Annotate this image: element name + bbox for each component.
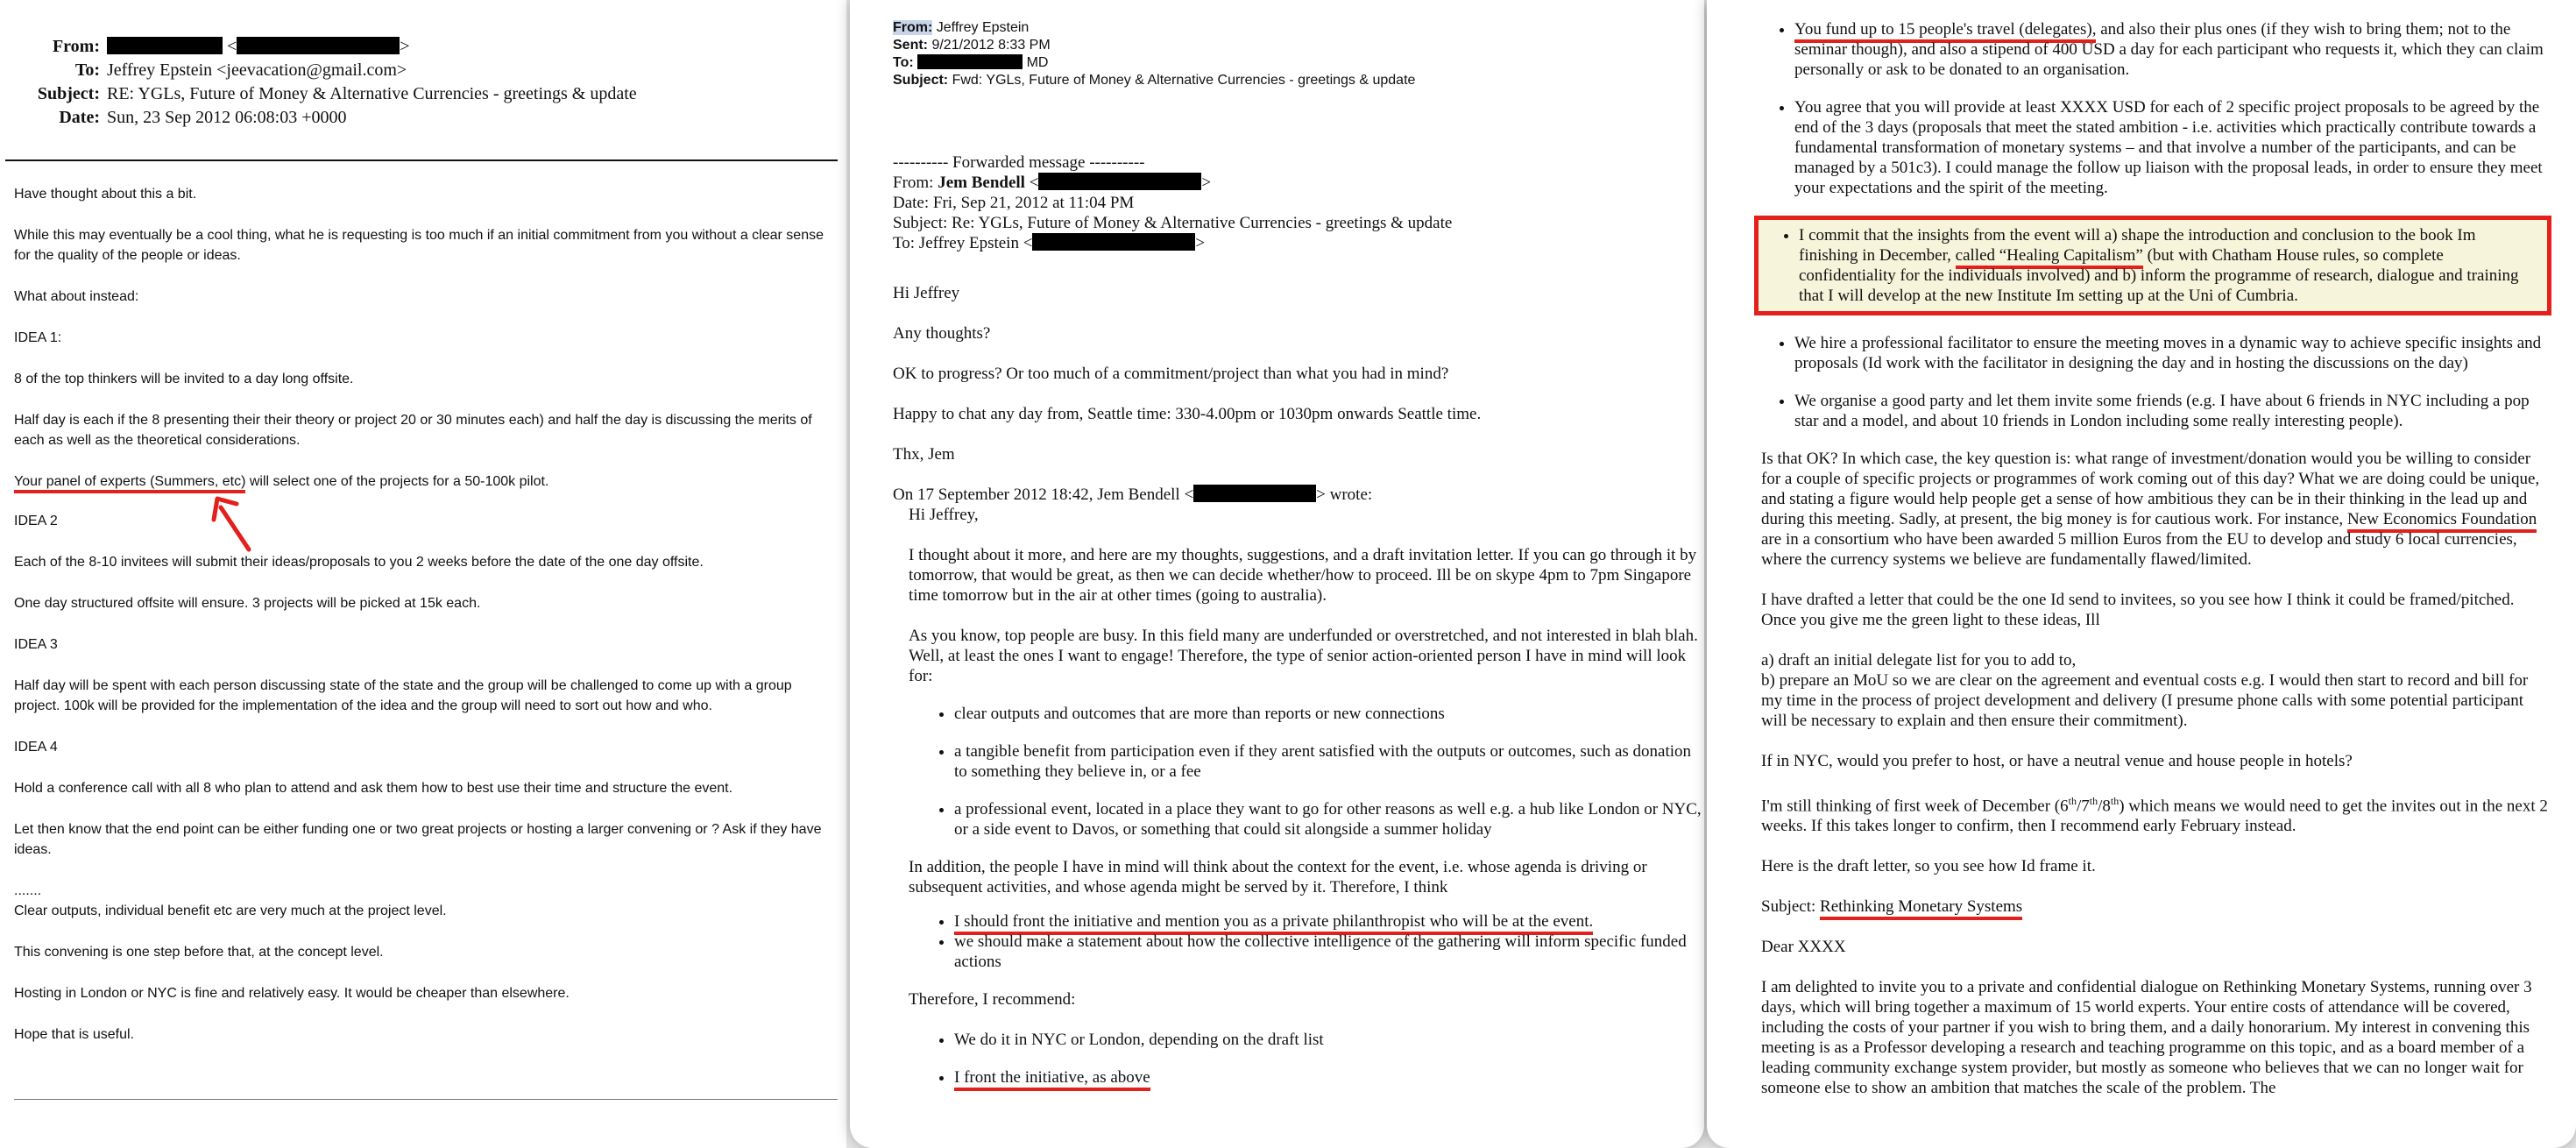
signature: Thx, Jem xyxy=(893,445,955,464)
paragraph: Is that OK? In which case, the key question is: what range of investment/donation would you be willing to consider for a couple of specific projects or programmes of work coming out of this day? What we are doing could be unique, and stating a figure would help people get a sense of how ambitious they can be in their thinking in the lead up and during this meeting. Sadly, at present, the big money is for cautious work. For instance, New Economics Foundation are in a consortium who have been awarded 5 million Euros from the EU to develop and study 6 local currencies, where the currency systems we believe are fundamentally flawed/limited. xyxy=(1761,450,2540,569)
bullet-list xyxy=(909,911,1704,972)
list-item: • clear outputs and outcomes that are more than reports or new connections xyxy=(954,704,1704,724)
quoted-message: Hi Jeffrey, I thought about it more, and here are my thoughts, suggestions, and a draft invitation letter. If you can go through it by tomorrow, that would be great, as then we can decide whether/how to proceed. Ill be on skype 4pm to 7pm Singapore time tomorrow but in the air at other times (going to australia). As you know, top people are busy. In this field many are underfunded or overstretched, and not interested in blah blah. Well, at least the ones I want to engage! Therefore, the type of senior action-oriented person I have in mind will look for: • clear outputs and outcomes that are more than reports or new connections • a tangible benefit from participation even if they arent satisfied with the outputs or outcomes, such as donation to something they believe in, or a fee • a professional event, located in a place they want to go for other reasons as well e.g. a hub like London or NYC, or a side event to Davos, or something that could sit alongside a summer holiday In addition, the people I have in mind will think about the context for the event, i.e. whose agenda is driving or subsequent activities, and whose agenda might be served by it. Therefore, I think • I should front the initiative and mention you as a private philanthropist who will be at the event. • we should make a statement about how the collective intelligence of the gathering will inform specific funded actions Therefore, I recommend: • We do it in NYC or London, depending on the draft list • I front the initiative, as above xyxy=(909,505,1704,1088)
paragraph: Half day is each if the 8 presenting their their theory or project 20 or 30 minutes each) and half the day is discussing the merits of each as well as the theoretical considerations. xyxy=(14,413,812,448)
email-panel-reply xyxy=(0,0,846,1148)
email-body xyxy=(893,152,1704,1088)
redaction-block xyxy=(237,37,400,54)
red-arrow-icon xyxy=(210,495,263,556)
date-row: Date: Sun, 23 Sep 2012 06:08:03 +0000 xyxy=(59,108,347,127)
subject-row: Subject: Fwd: YGLs, Future of Money & Alternative Currencies - greetings & update xyxy=(893,73,1416,88)
list-item: • You agree that you will provide at least XXXX USD for each of 2 specific project proposals to be agreed by the end of the 3 days (proposals that meet the stated ambition - i.e. activities which practically contribute towards a fundamental transformation of monetary systems – and that involve a number of the participants, and can be managed by a 501c3). I could manage the follow up liaison with the proposal leads, in order to ensure they meet your expectations and the spirit of the meeting. xyxy=(1794,97,2551,198)
email-body xyxy=(1761,19,2551,1098)
paragraph: I have drafted a letter that could be the one Id send to invitees, so you see how I think it could be framed/pitched. Once you give me the green light to these ideas, Ill xyxy=(1761,591,2515,629)
forwarded-header: ---------- Forwarded message ---------- From: Jem Bendell < > Date: Fri, Sep 21, 2012 at 11:04 PM Subject: Re: YGLs, Future of Money & Alternative Currencies - greetings & update To: Jeffrey Epstein < > xyxy=(893,153,1453,252)
bullet-list xyxy=(1761,333,2551,431)
list-item xyxy=(954,911,1704,932)
underline-annotation: Rethinking Monetary Systems xyxy=(1820,897,2022,920)
paragraph: Hi Jeffrey xyxy=(893,284,960,302)
list-item: • we should make a statement about how the collective intelligence of the gathering will inform specific funded actions xyxy=(954,932,1704,972)
underline-annotation: I front the initiative, as above xyxy=(954,1068,1150,1091)
underline-annotation: called “Healing Capitalism” xyxy=(1956,246,2143,269)
list-item: • We organise a good party and let them invite some friends (e.g. I have about 6 friends in NYC including a pop star and a model, and about 10 friends in London including some really interesting people). xyxy=(1794,391,2551,431)
header-divider xyxy=(5,159,838,161)
paragraph: 8 of the top thinkers will be invited to a day long offsite. xyxy=(14,372,354,386)
redaction-block xyxy=(917,54,1023,69)
redaction-block xyxy=(1038,173,1201,190)
underline-annotation: You fund up to 15 people's travel (delegates), xyxy=(1794,20,2096,43)
email-body xyxy=(14,184,838,1045)
paragraph: Have thought about this a bit. xyxy=(14,187,197,202)
from-row: From: < > xyxy=(52,37,410,56)
list-item: • a tangible benefit from participation even if they arent satisfied with the outputs or outcomes, such as donation to something they believe in, or a fee xyxy=(954,741,1704,782)
paragraph: IDEA 4 xyxy=(14,740,58,755)
highlight-box xyxy=(1754,216,2551,315)
panel-paragraph: Your panel of experts (Summers, etc) will select one of the projects for a 50-100k pilot. xyxy=(14,471,838,492)
redaction-block xyxy=(1193,485,1316,502)
dots: ....... xyxy=(14,883,42,898)
paragraph: IDEA 2 xyxy=(14,514,58,528)
paragraph: What about instead: xyxy=(14,289,139,304)
underline-annotation: I should front the initiative and mention you as a private philanthropist who will be at the event. xyxy=(954,912,1593,935)
list-line: a) draft an initial delegate list for you to add to, xyxy=(1761,651,2077,670)
list-item: • I commit that the insights from the event will a) shape the introduction and conclusion to the book Im finishing in December, called “Healing Capitalism” (but with Chatham House rules, so complete confidentiality for the individuals involved) and b) inform the programme of research, dialogue and training that I will develop at the new Institute Im setting up at the Uni of Cumbria. xyxy=(1799,225,2538,306)
sent-row: Sent: 9/21/2012 8:33 PM xyxy=(893,38,1051,53)
bullet-list xyxy=(909,704,1704,840)
underline-annotation: New Economics Foundation xyxy=(2347,510,2537,533)
paragraph: This convening is one step before that, at the concept level. xyxy=(14,945,384,960)
bullet-list xyxy=(909,1030,1704,1088)
paragraph: Hold a conference call with all 8 who plan to attend and ask them how to best use their time and structure the event. xyxy=(14,781,733,796)
list-item xyxy=(954,1067,1704,1088)
email-panel-forward xyxy=(850,0,1704,1148)
paragraph: Half day will be spent with each person discussing state of the state and the group will be challenged to come up with a group project. 100k will be provided for the implementation of the idea and the group will need to sort out how and who. xyxy=(14,678,792,713)
paragraph: Let then know that the end point can be either funding one or two great projects or hosting a larger convening or ? Ask if they have ideas. xyxy=(14,822,822,857)
to-row: To: Jeffrey Epstein <jeevacation@gmail.com> xyxy=(74,60,407,80)
paragraph: IDEA 1: xyxy=(14,330,62,345)
paragraph: One day structured offsite will ensure. 3 projects will be picked at 15k each. xyxy=(14,596,481,611)
paragraph: Hope that is useful. xyxy=(14,1027,134,1042)
footer-divider xyxy=(14,1099,838,1100)
paragraph: Hosting in London or NYC is fine and relatively easy. It would be cheaper than elsewhere. xyxy=(14,986,570,1001)
underline-annotation: Your panel of experts (Summers, etc) xyxy=(14,474,245,493)
email-header xyxy=(14,35,838,130)
redaction-block xyxy=(107,37,223,54)
paragraph: Any thoughts? xyxy=(893,324,991,343)
subject-row: Subject: RE: YGLs, Future of Money & Alternative Currencies - greetings & update xyxy=(37,84,637,103)
email-panel-proposal xyxy=(1707,0,2576,1148)
list-item: • We do it in NYC or London, depending on the draft list xyxy=(954,1030,1704,1050)
email-header xyxy=(893,19,1704,89)
list-line: b) prepare an MoU so we are clear on the agreement and eventual costs e.g. I would then start to record and bill for my time in the process of project development and delivery (I presume phone calls with some potential participant will be necessary to explain and then ensure their commitment). xyxy=(1761,671,2529,730)
bullet-list xyxy=(1761,19,2551,198)
paragraph: IDEA 3 xyxy=(14,637,58,652)
letter-salutation: Dear XXXX xyxy=(1761,938,1846,957)
paragraph: Clear outputs, individual benefit etc are very much at the project level. xyxy=(14,904,447,918)
paragraph: OK to progress? Or too much of a commitment/project than what you had in mind? xyxy=(893,365,1449,383)
paragraph: Each of the 8-10 invitees will submit their ideas/proposals to you 2 weeks before the date of the one day offsite. xyxy=(14,555,704,570)
paragraph: Happy to chat any day from, Seattle time: 330-4.00pm or 1030pm onwards Seattle time. xyxy=(893,405,1482,423)
list-item: • You fund up to 15 people's travel (delegates), and also their plus ones (if they wish to bring them; not to the seminar though), and also a stipend of 400 USD a day for each participant who requests it, which they can claim personally or ask to be donated to an organisation. xyxy=(1794,19,2551,80)
paragraph: Here is the draft letter, so you see how Id frame it. xyxy=(1761,857,2096,876)
paragraph: If in NYC, would you prefer to host, or have a neutral venue and house people in hotels? xyxy=(1761,752,2353,770)
redaction-block xyxy=(1032,233,1195,251)
letter-paragraph: I am delighted to invite you to a private and confidential dialogue on Rethinking Monetary Systems, running over 3 days, which will bring together a maximum of 15 world experts. Your entire costs of attendance will be covered, including the costs of your partner if you wish to bring them, and a daily honorarium. My interest in convening this meeting is as a Professor developing a research and teaching programme on this topic, and as a board member of a leading community exchange system provider, but mostly as someone who believes that we can no longer wait for someone else to show an ambition that matches the scale of the problem. The xyxy=(1761,978,2532,1098)
quote-intro: On 17 September 2012 18:42, Jem Bendell < > wrote: xyxy=(893,485,1373,504)
paragraph: While this may eventually be a cool thing, what he is requesting is too much if an initial commitment from you without a clear sense for the quality of the people or ideas. xyxy=(14,228,824,263)
list-item: • a professional event, located in a place they want to go for other reasons as well e.g. a hub like London or NYC, or a side event to Davos, or something that could sit alongside a summer holiday xyxy=(954,799,1704,840)
paragraph: I'm still thinking of first week of December (6th/7th/8th) which means we would need to get the invites out in the next 2 weeks. If this takes longer to confirm, then I recommend early February instead. xyxy=(1761,795,2548,836)
letter-subject: Subject: Rethinking Monetary Systems xyxy=(1761,896,2551,917)
from-row: From: Jeffrey Epstein xyxy=(893,20,1030,35)
list-item: • We hire a professional facilitator to ensure the meeting moves in a dynamic way to achieve specific insights and proposals (Id work with the facilitator in designing the day and in hosting the discussions on the day) xyxy=(1794,333,2551,373)
to-row: To: MD xyxy=(893,55,1049,70)
